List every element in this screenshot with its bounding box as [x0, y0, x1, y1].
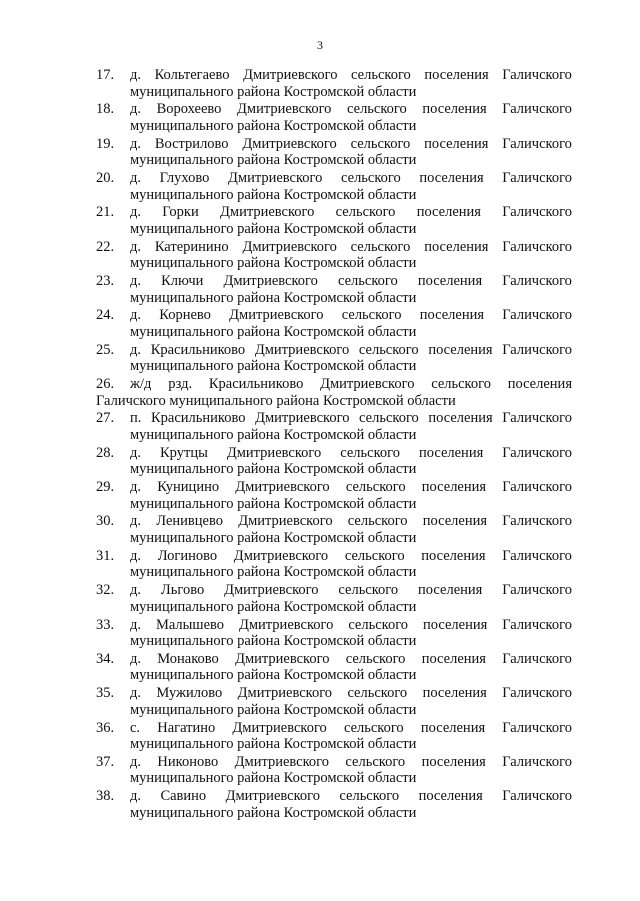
item-second-line: муниципального района Костромской области — [130, 495, 417, 512]
list-item — [96, 342, 572, 376]
list-item — [96, 101, 572, 135]
item-second-line: муниципального района Костромской области — [130, 255, 417, 272]
item-word: сельского — [347, 513, 408, 530]
list-item — [96, 307, 572, 341]
item-first-line — [130, 376, 572, 393]
item-word: поселения — [421, 650, 486, 667]
item-first-line — [130, 479, 572, 496]
item-number: 38. — [96, 788, 115, 805]
item-word: поселения — [507, 376, 572, 393]
item-second-line: муниципального района Костромской области — [130, 564, 417, 581]
item-word: Галичского — [502, 719, 572, 736]
item-word: сельского — [340, 444, 400, 461]
item-word: Галичского — [502, 582, 572, 599]
item-word: Кольтегаево — [154, 67, 230, 83]
item-second-line: муниципального района Костромской области — [130, 426, 417, 443]
item-word: Красильниково — [208, 376, 304, 393]
item-word: сельского — [347, 101, 407, 118]
item-word: Мужилово — [156, 685, 223, 702]
item-word: Галичского — [502, 341, 572, 358]
item-word: поселения — [416, 204, 481, 221]
item-second-line: муниципального района Костромской области — [130, 701, 417, 718]
item-word: Дмитриевского — [235, 479, 330, 496]
item-first-line — [130, 239, 572, 256]
item-first-line — [130, 67, 572, 84]
item-word: поселения — [419, 307, 485, 324]
item-word: д. — [130, 616, 142, 633]
item-word: Льгово — [160, 582, 205, 599]
item-second-line: муниципального района Костромской области — [130, 736, 417, 753]
item-text — [130, 342, 572, 375]
item-word: д. — [130, 685, 142, 702]
item-word: Дмитриевского — [242, 238, 337, 255]
item-word: Красильниково — [150, 341, 246, 358]
item-word: Дмитриевского — [233, 547, 329, 564]
item-second-line: Галичского муниципального района Костромской области — [96, 392, 456, 409]
item-word: Никоново — [157, 753, 219, 770]
item-second-line: муниципального района Костромской области — [130, 358, 417, 375]
item-word: Галичского — [502, 204, 572, 221]
item-word: сельского — [350, 238, 411, 255]
item-first-line — [130, 754, 572, 771]
list-item — [96, 445, 572, 479]
item-word: сельского — [351, 67, 411, 83]
item-number: 20. — [96, 170, 115, 187]
item-text — [130, 273, 572, 306]
item-word: поселения — [420, 719, 486, 736]
list-item — [96, 239, 572, 273]
item-word: сельского — [345, 650, 406, 667]
list-item — [96, 754, 572, 788]
item-word: Галичского — [502, 788, 572, 805]
item-text — [130, 239, 572, 272]
list-item — [96, 170, 572, 204]
item-word: Горки — [162, 204, 199, 221]
list-item — [96, 136, 572, 170]
item-number: 31. — [96, 547, 115, 564]
item-word: Галичского — [502, 67, 572, 83]
item-number: 25. — [96, 341, 115, 358]
item-word: д. — [130, 788, 142, 805]
item-number: 30. — [96, 513, 115, 530]
item-word: Галичского — [502, 307, 572, 324]
item-word: поселения — [421, 547, 486, 564]
item-word: Галичского — [502, 135, 572, 152]
item-word: Галичского — [502, 170, 572, 187]
item-word: сельского — [359, 410, 419, 427]
item-word: поселения — [418, 444, 484, 461]
item-second-line: муниципального района Костромской области — [130, 598, 417, 615]
item-word: поселения — [421, 753, 486, 770]
item-word: поселения — [418, 788, 483, 805]
item-word: Красильниково — [150, 410, 246, 427]
item-second-line: муниципального района Костромской области — [130, 667, 417, 684]
item-word: д. — [130, 753, 142, 770]
item-second-line: муниципального района Костромской области — [130, 186, 417, 203]
list-item — [96, 204, 572, 238]
item-word: поселения — [418, 582, 483, 599]
item-word: Галичского — [502, 650, 572, 667]
item-number: 18. — [96, 101, 115, 118]
item-word: Галичского — [502, 479, 572, 496]
item-word: Ленивцево — [156, 513, 223, 530]
item-first-line — [130, 342, 572, 359]
item-word: д. — [130, 204, 142, 221]
item-word: д. — [130, 444, 142, 461]
item-word: поселения — [424, 238, 489, 255]
item-word: сельского — [341, 307, 402, 324]
item-word: Вострилово — [154, 135, 229, 152]
item-word: Дмитриевского — [254, 341, 350, 358]
item-second-line: муниципального района Костромской области — [130, 633, 417, 649]
item-word: Дмитриевского — [232, 719, 327, 736]
list-item — [96, 685, 572, 719]
item-first-line — [130, 273, 572, 290]
item-text — [130, 548, 572, 581]
item-first-line — [130, 136, 572, 153]
item-word: поселения — [424, 67, 489, 83]
item-word: Ключи — [161, 273, 204, 290]
list-item — [96, 582, 572, 616]
item-word: поселения — [424, 135, 489, 152]
item-word: поселения — [417, 273, 483, 290]
item-word: сельского — [338, 582, 399, 599]
item-number: 23. — [96, 273, 115, 290]
item-text — [130, 136, 572, 169]
item-word: Дмитриевского — [243, 67, 338, 83]
item-word: сельского — [347, 685, 408, 702]
item-number: 19. — [96, 135, 115, 152]
item-word: Катеринино — [154, 238, 229, 255]
item-number: 34. — [96, 650, 115, 667]
item-word: сельского — [339, 788, 400, 805]
item-number: 27. — [96, 410, 115, 427]
item-number: 36. — [96, 719, 115, 736]
item-word: сельского — [431, 376, 491, 393]
item-word: поселения — [422, 685, 487, 702]
item-second-line: муниципального района Костромской области — [130, 529, 417, 546]
item-number: 28. — [96, 444, 115, 461]
item-word: Дмитриевского — [223, 273, 318, 290]
item-word: сельского — [345, 753, 406, 770]
list-item — [96, 788, 572, 822]
list-item — [96, 410, 572, 444]
item-text — [130, 754, 572, 787]
item-word: сельского — [344, 547, 405, 564]
item-number: 21. — [96, 204, 115, 221]
item-word: Галичского — [502, 685, 572, 702]
item-word: Галичского — [502, 616, 572, 633]
item-word: д. — [130, 101, 142, 118]
item-word: с. — [130, 719, 141, 736]
item-text — [130, 67, 572, 100]
item-word: Корнево — [159, 307, 211, 324]
list-item — [96, 273, 572, 307]
item-word: поселения — [422, 513, 488, 530]
item-word: Дмитриевского — [238, 513, 333, 530]
item-word: Дмитриевского — [224, 582, 319, 599]
item-word: поселения — [421, 479, 487, 496]
item-first-line — [130, 685, 572, 702]
item-text — [130, 445, 572, 478]
item-word: д. — [130, 135, 142, 152]
item-text — [130, 410, 572, 443]
item-word: д. — [130, 479, 142, 496]
item-word: рзд. — [168, 376, 193, 393]
item-word: д. — [130, 341, 142, 358]
item-word: Дмитриевского — [220, 204, 315, 221]
list-item — [96, 67, 572, 101]
item-second-line: муниципального района Костромской области — [130, 770, 417, 787]
item-word: Куницино — [157, 479, 220, 496]
item-text — [130, 204, 572, 237]
item-word: Галичского — [502, 410, 572, 427]
item-word: д. — [130, 307, 142, 324]
item-word: поселения — [422, 101, 487, 118]
item-word: Дмитриевского — [320, 376, 415, 393]
item-word: Дмитриевского — [242, 135, 337, 152]
item-word: Малышево — [155, 616, 225, 633]
item-word: Дмитриевского — [226, 444, 322, 461]
item-first-line — [130, 445, 572, 462]
item-number: 24. — [96, 307, 115, 324]
item-word: ж/д — [130, 376, 152, 393]
item-second-line: муниципального района Костромской области — [130, 220, 417, 237]
item-word: сельского — [337, 273, 398, 290]
item-word: сельского — [348, 616, 409, 633]
item-text — [130, 513, 572, 546]
item-first-line — [130, 204, 572, 221]
item-word: д. — [130, 650, 142, 667]
item-word: поселения — [428, 410, 493, 427]
item-first-line — [130, 617, 572, 634]
item-number: 17. — [96, 67, 115, 83]
item-word: Дмитриевского — [234, 753, 330, 770]
item-word: п. — [130, 410, 142, 427]
item-number: 26. — [96, 376, 115, 393]
item-text — [130, 720, 572, 753]
item-text — [130, 788, 572, 821]
item-number: 35. — [96, 685, 115, 702]
item-word: Ворохеево — [156, 101, 222, 118]
item-word: Галичского — [502, 753, 572, 770]
list-item — [96, 651, 572, 685]
list-item — [96, 617, 572, 651]
item-word: Дмитриевского — [229, 307, 324, 324]
item-word: д. — [130, 582, 142, 599]
item-word: Дмитриевского — [255, 410, 350, 427]
settlement-list — [96, 67, 572, 823]
item-second-line: муниципального района Костромской области — [130, 83, 417, 100]
item-second-line: муниципального района Костромской области — [130, 461, 417, 478]
list-item — [96, 513, 572, 547]
item-first-line — [130, 170, 572, 187]
item-word: Дмитриевского — [228, 170, 323, 187]
item-word: поселения — [428, 341, 493, 358]
list-item — [96, 720, 572, 754]
item-number: 22. — [96, 238, 115, 255]
item-word: Галичского — [502, 444, 572, 461]
item-first-line — [130, 582, 572, 599]
item-text — [130, 307, 572, 340]
item-word: д. — [130, 170, 142, 187]
item-word: д. — [130, 273, 142, 290]
item-first-line — [130, 548, 572, 565]
item-number: 37. — [96, 753, 115, 770]
item-word: Нагатино — [157, 719, 216, 736]
item-word: Савино — [160, 788, 207, 805]
item-first-line — [130, 788, 572, 805]
item-text — [130, 685, 572, 718]
item-second-line: муниципального района Костромской области — [130, 289, 417, 306]
item-word: д. — [130, 547, 142, 564]
item-first-line — [130, 410, 572, 427]
item-first-line — [130, 307, 572, 324]
item-word: д. — [130, 513, 142, 530]
item-second-line: муниципального района Костромской области — [130, 804, 417, 821]
item-first-line — [130, 101, 572, 118]
item-word: Галичского — [502, 547, 572, 564]
item-word: сельского — [335, 204, 396, 221]
item-word: Дмитриевского — [238, 616, 334, 633]
item-word: д. — [130, 67, 142, 83]
item-word: сельского — [341, 170, 401, 187]
item-word: д. — [130, 238, 142, 255]
item-word: сельского — [343, 719, 404, 736]
item-word: Монаково — [157, 650, 219, 667]
item-word: Галичского — [502, 513, 572, 530]
item-number: 33. — [96, 616, 115, 633]
item-second-line: муниципального района Костромской области — [130, 323, 417, 340]
item-word: Галичского — [502, 273, 572, 290]
item-word: Логиново — [157, 547, 218, 564]
item-second-line: муниципального района Костромской области — [130, 152, 417, 169]
item-text — [130, 170, 572, 203]
item-word: Дмитриевского — [237, 685, 333, 702]
list-item — [96, 548, 572, 582]
item-word: Дмитриевского — [237, 101, 332, 118]
item-word: Галичского — [502, 101, 572, 118]
item-word: Крутцы — [160, 444, 208, 461]
item-first-line — [130, 651, 572, 668]
page-number: 3 — [317, 38, 323, 52]
item-text — [130, 617, 572, 650]
item-number: 32. — [96, 582, 115, 599]
item-first-line — [130, 513, 572, 530]
item-word: Дмитриевского — [235, 650, 330, 667]
item-text — [130, 582, 572, 615]
list-item — [96, 376, 572, 410]
item-number: 29. — [96, 479, 115, 496]
item-first-line — [130, 720, 572, 737]
item-text — [130, 479, 572, 512]
item-word: Глухово — [159, 170, 210, 187]
item-text — [130, 101, 572, 134]
item-word: сельского — [358, 341, 419, 358]
item-word: поселения — [423, 616, 488, 633]
list-item — [96, 479, 572, 513]
item-second-line: муниципального района Костромской области — [130, 117, 417, 134]
item-word: поселения — [419, 170, 484, 187]
item-word: Дмитриевского — [225, 788, 320, 805]
item-word: сельского — [345, 479, 406, 496]
item-text — [130, 651, 572, 684]
item-word: сельского — [350, 135, 411, 152]
item-word: Галичского — [502, 238, 572, 255]
